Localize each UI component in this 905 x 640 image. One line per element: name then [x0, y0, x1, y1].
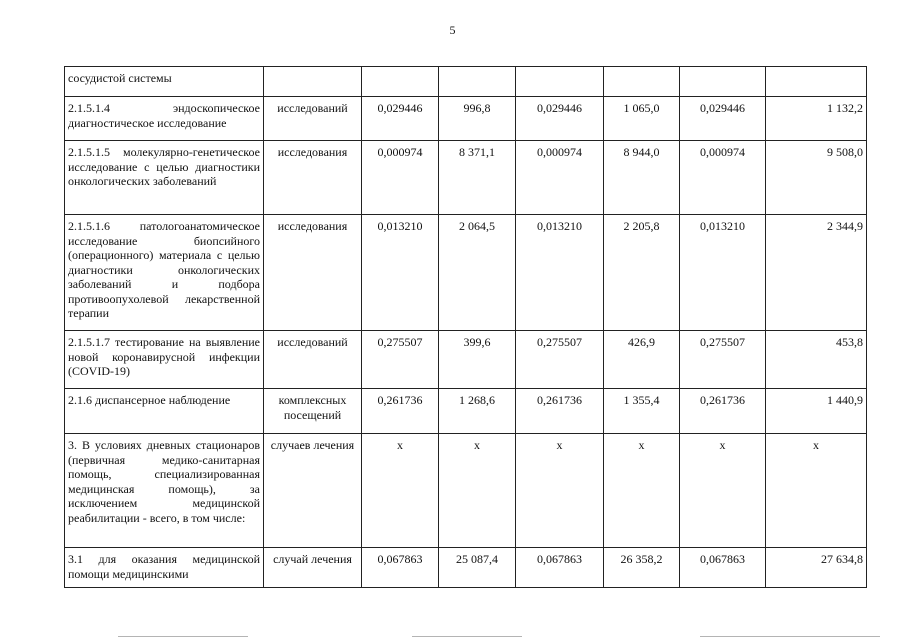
row-value-1: 0,067863	[362, 548, 439, 588]
row-value-4: 1 065,0	[604, 97, 680, 141]
row-unit: случай лечения	[264, 548, 362, 588]
row-value-3: 0,275507	[516, 331, 604, 389]
row-description: 2.1.5.1.6 патологоанатомическое исследование биопсийного (операционного) материала с целью диагностики онкологических заболеваний и подбора противоопухолевой лекарственной терапии	[65, 215, 264, 331]
row-value-1: 0,029446	[362, 97, 439, 141]
row-description: 2.1.6 диспансерное наблюдение	[65, 389, 264, 434]
row-value-2: х	[439, 434, 516, 548]
row-value-1: 0,261736	[362, 389, 439, 434]
table-row	[65, 331, 867, 389]
row-value-4: 2 205,8	[604, 215, 680, 331]
table-row	[65, 434, 867, 548]
row-unit: исследования	[264, 141, 362, 215]
row-value-1: 0,013210	[362, 215, 439, 331]
row-value-6: 1 132,2	[766, 97, 867, 141]
row-value-6: 9 508,0	[766, 141, 867, 215]
table-row	[65, 389, 867, 434]
row-value-3	[516, 67, 604, 97]
row-value-4: 426,9	[604, 331, 680, 389]
row-value-1: 0,000974	[362, 141, 439, 215]
row-value-1	[362, 67, 439, 97]
row-value-2	[439, 67, 516, 97]
row-value-6: 453,8	[766, 331, 867, 389]
row-value-4: 1 355,4	[604, 389, 680, 434]
row-value-5: 0,000974	[680, 141, 766, 215]
table-row	[65, 97, 867, 141]
table-row	[65, 548, 867, 588]
row-description: сосудистой системы	[65, 67, 264, 97]
row-unit	[264, 67, 362, 97]
table-row	[65, 141, 867, 215]
row-value-4	[604, 67, 680, 97]
row-value-2: 1 268,6	[439, 389, 516, 434]
table-row	[65, 215, 867, 331]
row-value-3: 0,067863	[516, 548, 604, 588]
row-value-3: 0,000974	[516, 141, 604, 215]
row-value-5: 0,067863	[680, 548, 766, 588]
row-value-2: 399,6	[439, 331, 516, 389]
row-value-1: х	[362, 434, 439, 548]
row-value-1: 0,275507	[362, 331, 439, 389]
scan-artifact-line	[412, 636, 522, 637]
table-row	[65, 67, 867, 97]
row-description: 3. В условиях дневных стационаров (первичная медико-санитарная помощь, специализированная медицинская помощь), за исключением медицинской реабилитации - всего, в том числе:	[65, 434, 264, 548]
row-value-3: 0,261736	[516, 389, 604, 434]
row-value-5: 0,275507	[680, 331, 766, 389]
row-value-6: 1 440,9	[766, 389, 867, 434]
row-value-4: 26 358,2	[604, 548, 680, 588]
row-description: 2.1.5.1.4 эндоскопическое диагностическое исследование	[65, 97, 264, 141]
row-value-3: 0,029446	[516, 97, 604, 141]
row-value-3: х	[516, 434, 604, 548]
row-unit: исследования	[264, 215, 362, 331]
row-value-2: 2 064,5	[439, 215, 516, 331]
row-value-5: 0,261736	[680, 389, 766, 434]
row-unit: комплексных посещений	[264, 389, 362, 434]
row-value-2: 996,8	[439, 97, 516, 141]
row-value-6: 27 634,8	[766, 548, 867, 588]
row-value-4: 8 944,0	[604, 141, 680, 215]
row-value-5: х	[680, 434, 766, 548]
norms-table	[64, 66, 867, 588]
page-number: 5	[449, 23, 456, 37]
row-value-4: х	[604, 434, 680, 548]
row-description: 3.1 для оказания медицинской помощи медицинскими	[65, 548, 264, 588]
row-unit: случаев лечения	[264, 434, 362, 548]
row-value-6: х	[766, 434, 867, 548]
row-value-5: 0,013210	[680, 215, 766, 331]
row-value-2: 8 371,1	[439, 141, 516, 215]
row-value-2: 25 087,4	[439, 548, 516, 588]
row-value-3: 0,013210	[516, 215, 604, 331]
scan-artifact-line	[118, 636, 248, 637]
scan-artifact-line	[700, 636, 880, 637]
row-unit: исследований	[264, 331, 362, 389]
row-value-6: 2 344,9	[766, 215, 867, 331]
row-value-5: 0,029446	[680, 97, 766, 141]
row-value-6	[766, 67, 867, 97]
row-description: 2.1.5.1.7 тестирование на выявление новой коронавирусной инфекции (COVID-19)	[65, 331, 264, 389]
row-value-5	[680, 67, 766, 97]
row-description: 2.1.5.1.5 молекулярно-генетическое исследование с целью диагностики онкологических заболеваний	[65, 141, 264, 215]
row-unit: исследований	[264, 97, 362, 141]
